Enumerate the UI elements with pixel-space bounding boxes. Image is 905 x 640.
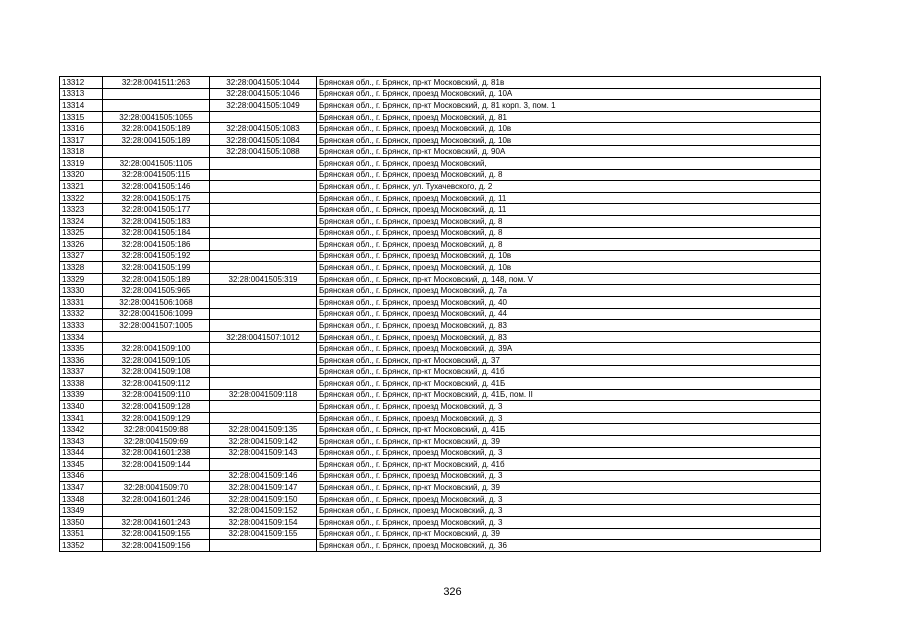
premises-cadastral-number-cell <box>210 285 317 297</box>
premises-cadastral-number-cell <box>210 540 317 552</box>
row-number-cell: 13349 <box>60 505 103 517</box>
row-number-cell: 13346 <box>60 470 103 482</box>
address-cell: Брянская обл., г. Брянск, проезд Московский, д. 3 <box>317 505 821 517</box>
table-row <box>60 378 821 390</box>
premises-cadastral-number-cell: 32:28:0041505:1083 <box>210 123 317 135</box>
address-cell: Брянская обл., г. Брянск, проезд Московский, д. 83 <box>317 320 821 332</box>
table-row <box>60 366 821 378</box>
address-cell: Брянская обл., г. Брянск, пр-кт Московский, д. 41б <box>317 366 821 378</box>
table-row <box>60 493 821 505</box>
address-cell: Брянская обл., г. Брянск, проезд Московский, д. 3 <box>317 401 821 413</box>
row-number-cell: 13343 <box>60 435 103 447</box>
row-number-cell: 13317 <box>60 134 103 146</box>
cadastral-number-cell: 32:28:0041505:1105 <box>103 158 210 170</box>
premises-cadastral-number-cell: 32:28:0041509:154 <box>210 516 317 528</box>
row-number-cell: 13324 <box>60 215 103 227</box>
cadastral-number-cell: 32:28:0041505:146 <box>103 181 210 193</box>
cadastral-number-cell: 32:28:0041509:70 <box>103 482 210 494</box>
cadastral-number-cell: 32:28:0041509:144 <box>103 459 210 471</box>
address-cell: Брянская обл., г. Брянск, проезд Московский, д. 10в <box>317 134 821 146</box>
premises-cadastral-number-cell <box>210 239 317 251</box>
premises-cadastral-number-cell <box>210 192 317 204</box>
cadastral-number-cell: 32:28:0041507:1005 <box>103 320 210 332</box>
row-number-cell: 13338 <box>60 378 103 390</box>
cadastral-number-cell: 32:28:0041505:965 <box>103 285 210 297</box>
row-number-cell: 13322 <box>60 192 103 204</box>
address-cell: Брянская обл., г. Брянск, проезд Московский, д. 39А <box>317 343 821 355</box>
address-cell: Брянская обл., г. Брянск, пр-кт Московский, д. 41б <box>317 459 821 471</box>
table-row <box>60 412 821 424</box>
address-cell: Брянская обл., г. Брянск, пр-кт Московский, д. 41Б <box>317 378 821 390</box>
address-cell: Брянская обл., г. Брянск, пр-кт Московский, д. 148, пом. V <box>317 273 821 285</box>
cadastral-number-cell <box>103 331 210 343</box>
address-cell: Брянская обл., г. Брянск, проезд Московский, д. 3 <box>317 412 821 424</box>
premises-cadastral-number-cell <box>210 262 317 274</box>
row-number-cell: 13344 <box>60 447 103 459</box>
row-number-cell: 13340 <box>60 401 103 413</box>
table-row <box>60 88 821 100</box>
page-number: 326 <box>443 586 462 598</box>
row-number-cell: 13341 <box>60 412 103 424</box>
table-row <box>60 285 821 297</box>
table-row <box>60 100 821 112</box>
premises-cadastral-number-cell <box>210 459 317 471</box>
row-number-cell: 13331 <box>60 296 103 308</box>
cadastral-number-cell: 32:28:0041509:69 <box>103 435 210 447</box>
address-cell: Брянская обл., г. Брянск, проезд Московский, д. 11 <box>317 192 821 204</box>
table-row <box>60 273 821 285</box>
table-row <box>60 204 821 216</box>
premises-cadastral-number-cell <box>210 366 317 378</box>
table-row <box>60 482 821 494</box>
row-number-cell: 13347 <box>60 482 103 494</box>
table-row <box>60 516 821 528</box>
premises-cadastral-number-cell: 32:28:0041509:146 <box>210 470 317 482</box>
address-cell: Брянская обл., г. Брянск, проезд Московский, д. 8 <box>317 169 821 181</box>
row-number-cell: 13339 <box>60 389 103 401</box>
address-cell: Брянская обл., г. Брянск, пр-кт Московский, д. 41Б <box>317 424 821 436</box>
premises-cadastral-number-cell: 32:28:0041509:135 <box>210 424 317 436</box>
premises-cadastral-number-cell: 32:28:0041509:152 <box>210 505 317 517</box>
table-row <box>60 215 821 227</box>
address-cell: Брянская обл., г. Брянск, проезд Московский, д. 3 <box>317 470 821 482</box>
table-row <box>60 528 821 540</box>
premises-cadastral-number-cell: 32:28:0041507:1012 <box>210 331 317 343</box>
row-number-cell: 13348 <box>60 493 103 505</box>
address-cell: Брянская обл., г. Брянск, пр-кт Московский, д. 90А <box>317 146 821 158</box>
table-row <box>60 296 821 308</box>
premises-cadastral-number-cell <box>210 250 317 262</box>
cadastral-number-cell: 32:28:0041509:128 <box>103 401 210 413</box>
row-number-cell: 13313 <box>60 88 103 100</box>
premises-cadastral-number-cell <box>210 343 317 355</box>
address-cell: Брянская обл., г. Брянск, проезд Московский, д. 10в <box>317 250 821 262</box>
address-cell: Брянская обл., г. Брянск, проезд Московский, д. 3 <box>317 516 821 528</box>
cadastral-number-cell: 32:28:0041509:108 <box>103 366 210 378</box>
table-row <box>60 505 821 517</box>
address-cell: Брянская обл., г. Брянск, проезд Московский, д. 83 <box>317 331 821 343</box>
table-row <box>60 227 821 239</box>
property-registry-table <box>59 76 821 552</box>
address-cell: Брянская обл., г. Брянск, пр-кт Московский, д. 39 <box>317 435 821 447</box>
table-row <box>60 111 821 123</box>
address-cell: Брянская обл., г. Брянск, проезд Московский, д. 81 <box>317 111 821 123</box>
premises-cadastral-number-cell: 32:28:0041509:118 <box>210 389 317 401</box>
address-cell: Брянская обл., г. Брянск, проезд Московский, д. 7а <box>317 285 821 297</box>
row-number-cell: 13329 <box>60 273 103 285</box>
row-number-cell: 13327 <box>60 250 103 262</box>
cadastral-number-cell: 32:28:0041505:192 <box>103 250 210 262</box>
cadastral-number-cell: 32:28:0041505:189 <box>103 273 210 285</box>
premises-cadastral-number-cell: 32:28:0041505:1046 <box>210 88 317 100</box>
table-row <box>60 540 821 552</box>
cadastral-number-cell: 32:28:0041509:156 <box>103 540 210 552</box>
table-row <box>60 239 821 251</box>
table-row <box>60 308 821 320</box>
cadastral-number-cell <box>103 146 210 158</box>
address-cell: Брянская обл., г. Брянск, проезд Московский, д. 40 <box>317 296 821 308</box>
address-cell: Брянская обл., г. Брянск, пр-кт Московский, д. 81 корп. 3, пом. 1 <box>317 100 821 112</box>
table-row <box>60 424 821 436</box>
registry-table-body <box>60 77 821 552</box>
address-cell: Брянская обл., г. Брянск, проезд Московский, д. 3 <box>317 447 821 459</box>
table-row <box>60 146 821 158</box>
cadastral-number-cell: 32:28:0041509:155 <box>103 528 210 540</box>
address-cell: Брянская обл., г. Брянск, проезд Московский, д. 8 <box>317 239 821 251</box>
premises-cadastral-number-cell <box>210 320 317 332</box>
table-row <box>60 262 821 274</box>
row-number-cell: 13350 <box>60 516 103 528</box>
table-row <box>60 389 821 401</box>
table-row <box>60 158 821 170</box>
address-cell: Брянская обл., г. Брянск, пр-кт Московский, д. 39 <box>317 528 821 540</box>
address-cell: Брянская обл., г. Брянск, проезд Московский, <box>317 158 821 170</box>
cadastral-number-cell: 32:28:0041509:100 <box>103 343 210 355</box>
address-cell: Брянская обл., г. Брянск, пр-кт Московский, д. 41Б, пом. II <box>317 389 821 401</box>
table-row <box>60 320 821 332</box>
row-number-cell: 13332 <box>60 308 103 320</box>
table-row <box>60 354 821 366</box>
premises-cadastral-number-cell <box>210 354 317 366</box>
premises-cadastral-number-cell <box>210 181 317 193</box>
table-row <box>60 192 821 204</box>
address-cell: Брянская обл., г. Брянск, ул. Тухачевского, д. 2 <box>317 181 821 193</box>
row-number-cell: 13316 <box>60 123 103 135</box>
row-number-cell: 13319 <box>60 158 103 170</box>
premises-cadastral-number-cell <box>210 296 317 308</box>
premises-cadastral-number-cell: 32:28:0041509:147 <box>210 482 317 494</box>
row-number-cell: 13328 <box>60 262 103 274</box>
row-number-cell: 13330 <box>60 285 103 297</box>
table-row <box>60 435 821 447</box>
cadastral-number-cell <box>103 505 210 517</box>
row-number-cell: 13325 <box>60 227 103 239</box>
cadastral-number-cell: 32:28:0041511:263 <box>103 77 210 89</box>
table-row <box>60 134 821 146</box>
address-cell: Брянская обл., г. Брянск, проезд Московский, д. 3 <box>317 493 821 505</box>
address-cell: Брянская обл., г. Брянск, пр-кт Московский, д. 39 <box>317 482 821 494</box>
premises-cadastral-number-cell <box>210 169 317 181</box>
cadastral-number-cell: 32:28:0041505:115 <box>103 169 210 181</box>
cadastral-number-cell: 32:28:0041509:112 <box>103 378 210 390</box>
table-row <box>60 459 821 471</box>
cadastral-number-cell: 32:28:0041505:189 <box>103 134 210 146</box>
row-number-cell: 13345 <box>60 459 103 471</box>
row-number-cell: 13312 <box>60 77 103 89</box>
row-number-cell: 13320 <box>60 169 103 181</box>
cadastral-number-cell: 32:28:0041505:177 <box>103 204 210 216</box>
address-cell: Брянская обл., г. Брянск, проезд Московский, д. 10А <box>317 88 821 100</box>
premises-cadastral-number-cell: 32:28:0041509:155 <box>210 528 317 540</box>
row-number-cell: 13334 <box>60 331 103 343</box>
address-cell: Брянская обл., г. Брянск, проезд Московский, д. 10в <box>317 262 821 274</box>
premises-cadastral-number-cell <box>210 308 317 320</box>
cadastral-number-cell: 32:28:0041601:243 <box>103 516 210 528</box>
table-row <box>60 169 821 181</box>
address-cell: Брянская обл., г. Брянск, проезд Московский, д. 8 <box>317 227 821 239</box>
cadastral-number-cell: 32:28:0041509:105 <box>103 354 210 366</box>
cadastral-number-cell <box>103 88 210 100</box>
premises-cadastral-number-cell: 32:28:0041505:1088 <box>210 146 317 158</box>
cadastral-number-cell: 32:28:0041506:1068 <box>103 296 210 308</box>
table-row <box>60 343 821 355</box>
address-cell: Брянская обл., г. Брянск, проезд Московский, д. 10в <box>317 123 821 135</box>
cadastral-number-cell: 32:28:0041509:110 <box>103 389 210 401</box>
row-number-cell: 13352 <box>60 540 103 552</box>
cadastral-number-cell: 32:28:0041505:189 <box>103 123 210 135</box>
table-row <box>60 470 821 482</box>
table-row <box>60 123 821 135</box>
address-cell: Брянская обл., г. Брянск, проезд Московский, д. 36 <box>317 540 821 552</box>
premises-cadastral-number-cell <box>210 204 317 216</box>
cadastral-number-cell: 32:28:0041505:184 <box>103 227 210 239</box>
cadastral-number-cell: 32:28:0041505:175 <box>103 192 210 204</box>
row-number-cell: 13315 <box>60 111 103 123</box>
cadastral-number-cell: 32:28:0041509:88 <box>103 424 210 436</box>
table-row <box>60 250 821 262</box>
premises-cadastral-number-cell: 32:28:0041505:1049 <box>210 100 317 112</box>
cadastral-number-cell: 32:28:0041505:183 <box>103 215 210 227</box>
address-cell: Брянская обл., г. Брянск, пр-кт Московский, д. 37 <box>317 354 821 366</box>
premises-cadastral-number-cell: 32:28:0041505:1044 <box>210 77 317 89</box>
cadastral-number-cell: 32:28:0041509:129 <box>103 412 210 424</box>
premises-cadastral-number-cell <box>210 111 317 123</box>
table-row <box>60 331 821 343</box>
table-row <box>60 181 821 193</box>
address-cell: Брянская обл., г. Брянск, проезд Московский, д. 44 <box>317 308 821 320</box>
cadastral-number-cell <box>103 470 210 482</box>
row-number-cell: 13326 <box>60 239 103 251</box>
table-row <box>60 447 821 459</box>
row-number-cell: 13333 <box>60 320 103 332</box>
cadastral-number-cell <box>103 100 210 112</box>
address-cell: Брянская обл., г. Брянск, проезд Московский, д. 11 <box>317 204 821 216</box>
row-number-cell: 13336 <box>60 354 103 366</box>
address-cell: Брянская обл., г. Брянск, проезд Московский, д. 8 <box>317 215 821 227</box>
row-number-cell: 13314 <box>60 100 103 112</box>
cadastral-number-cell: 32:28:0041601:246 <box>103 493 210 505</box>
premises-cadastral-number-cell: 32:28:0041505:319 <box>210 273 317 285</box>
cadastral-number-cell: 32:28:0041505:1055 <box>103 111 210 123</box>
premises-cadastral-number-cell: 32:28:0041505:1084 <box>210 134 317 146</box>
row-number-cell: 13323 <box>60 204 103 216</box>
cadastral-number-cell: 32:28:0041506:1099 <box>103 308 210 320</box>
premises-cadastral-number-cell: 32:28:0041509:150 <box>210 493 317 505</box>
premises-cadastral-number-cell <box>210 227 317 239</box>
cadastral-number-cell: 32:28:0041505:199 <box>103 262 210 274</box>
premises-cadastral-number-cell: 32:28:0041509:143 <box>210 447 317 459</box>
premises-cadastral-number-cell <box>210 401 317 413</box>
row-number-cell: 13321 <box>60 181 103 193</box>
table-row <box>60 401 821 413</box>
premises-cadastral-number-cell <box>210 158 317 170</box>
address-cell: Брянская обл., г. Брянск, пр-кт Московский, д. 81в <box>317 77 821 89</box>
row-number-cell: 13342 <box>60 424 103 436</box>
row-number-cell: 13351 <box>60 528 103 540</box>
row-number-cell: 13337 <box>60 366 103 378</box>
row-number-cell: 13318 <box>60 146 103 158</box>
premises-cadastral-number-cell <box>210 215 317 227</box>
table-row <box>60 77 821 89</box>
premises-cadastral-number-cell: 32:28:0041509:142 <box>210 435 317 447</box>
row-number-cell: 13335 <box>60 343 103 355</box>
premises-cadastral-number-cell <box>210 378 317 390</box>
cadastral-number-cell: 32:28:0041601:238 <box>103 447 210 459</box>
premises-cadastral-number-cell <box>210 412 317 424</box>
cadastral-number-cell: 32:28:0041505:186 <box>103 239 210 251</box>
